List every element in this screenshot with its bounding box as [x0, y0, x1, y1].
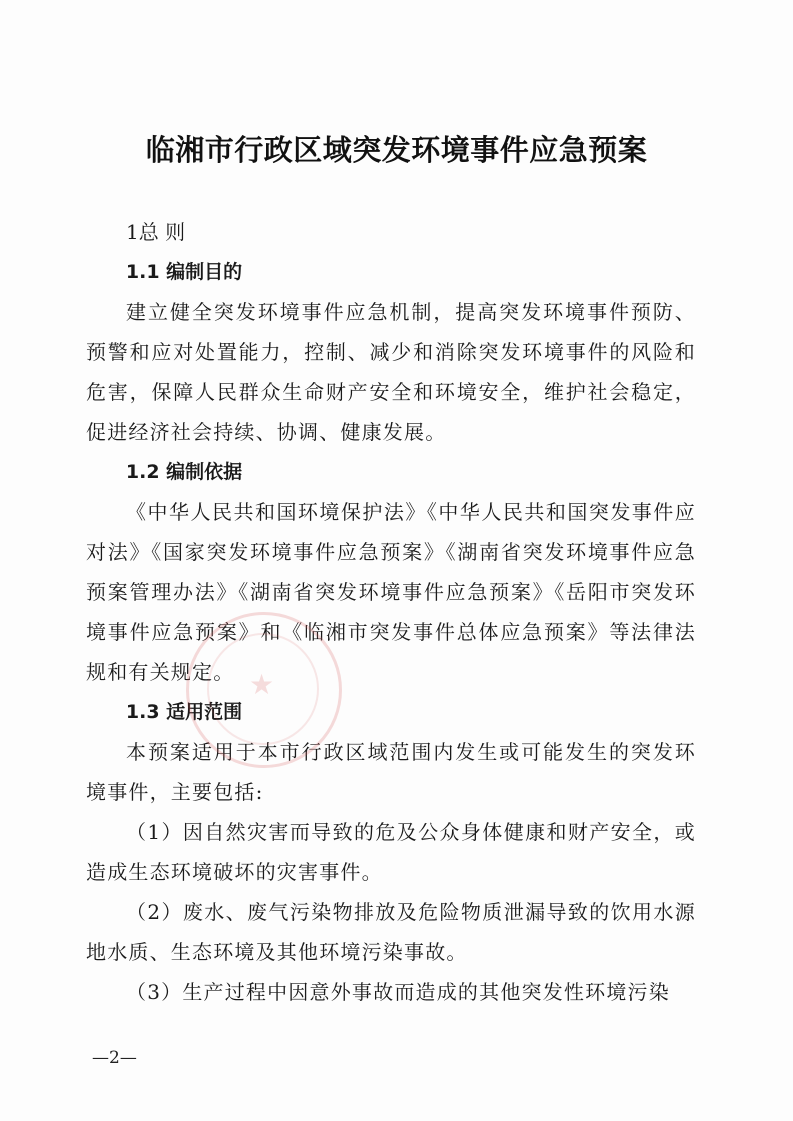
- paragraph-scope-item-3: （3）生产过程中因意外事故而造成的其他突发性环境污染: [126, 980, 670, 1004]
- paragraph-basis: 《中华人民共和国环境保护法》《中华人民共和国突发事件应对法》《国家突发环境事件应急预案》《湖南省突发环境事件应急预案管理办法》《湖南省突发环境事件应急预案》《岳阳市突发环境事件应急预案》和《临湘市突发事件总体应急预案》等法律法规和有关规定。: [86, 500, 696, 684]
- paragraph-scope-item-2: （2）废水、废气污染物排放及危险物质泄漏导致的饮用水源地水质、生态环境及其他环境污染事故。: [86, 900, 696, 964]
- page-number: —2—: [92, 1048, 137, 1068]
- section-heading-1-1: 1.1 编制目的: [125, 261, 243, 283]
- seal-star-icon: ★: [249, 668, 275, 701]
- section-heading-1-3: 1.3 适用范围: [125, 701, 243, 723]
- section-heading-general: 1总 则: [126, 220, 186, 244]
- document-title: 临湘市行政区域突发环境事件应急预案: [145, 133, 648, 167]
- paragraph-scope-item-1: （1）因自然灾害而导致的危及公众身体健康和财产安全，或造成生态环境破坏的灾害事件。: [86, 820, 696, 884]
- paragraph-scope-intro: 本预案适用于本市行政区域范围内发生或可能发生的突发环境事件，主要包括:: [86, 740, 696, 804]
- document-body: [86, 212, 696, 1012]
- section-heading-1-2: 1.2 编制依据: [125, 461, 243, 483]
- paragraph-purpose: 建立健全突发环境事件应急机制，提高突发环境事件预防、预警和应对处置能力，控制、减少和消除突发环境事件的风险和危害，保障人民群众生命财产安全和环境安全，维护社会稳定，促进经济社会持续、协调、健康发展。: [86, 300, 696, 444]
